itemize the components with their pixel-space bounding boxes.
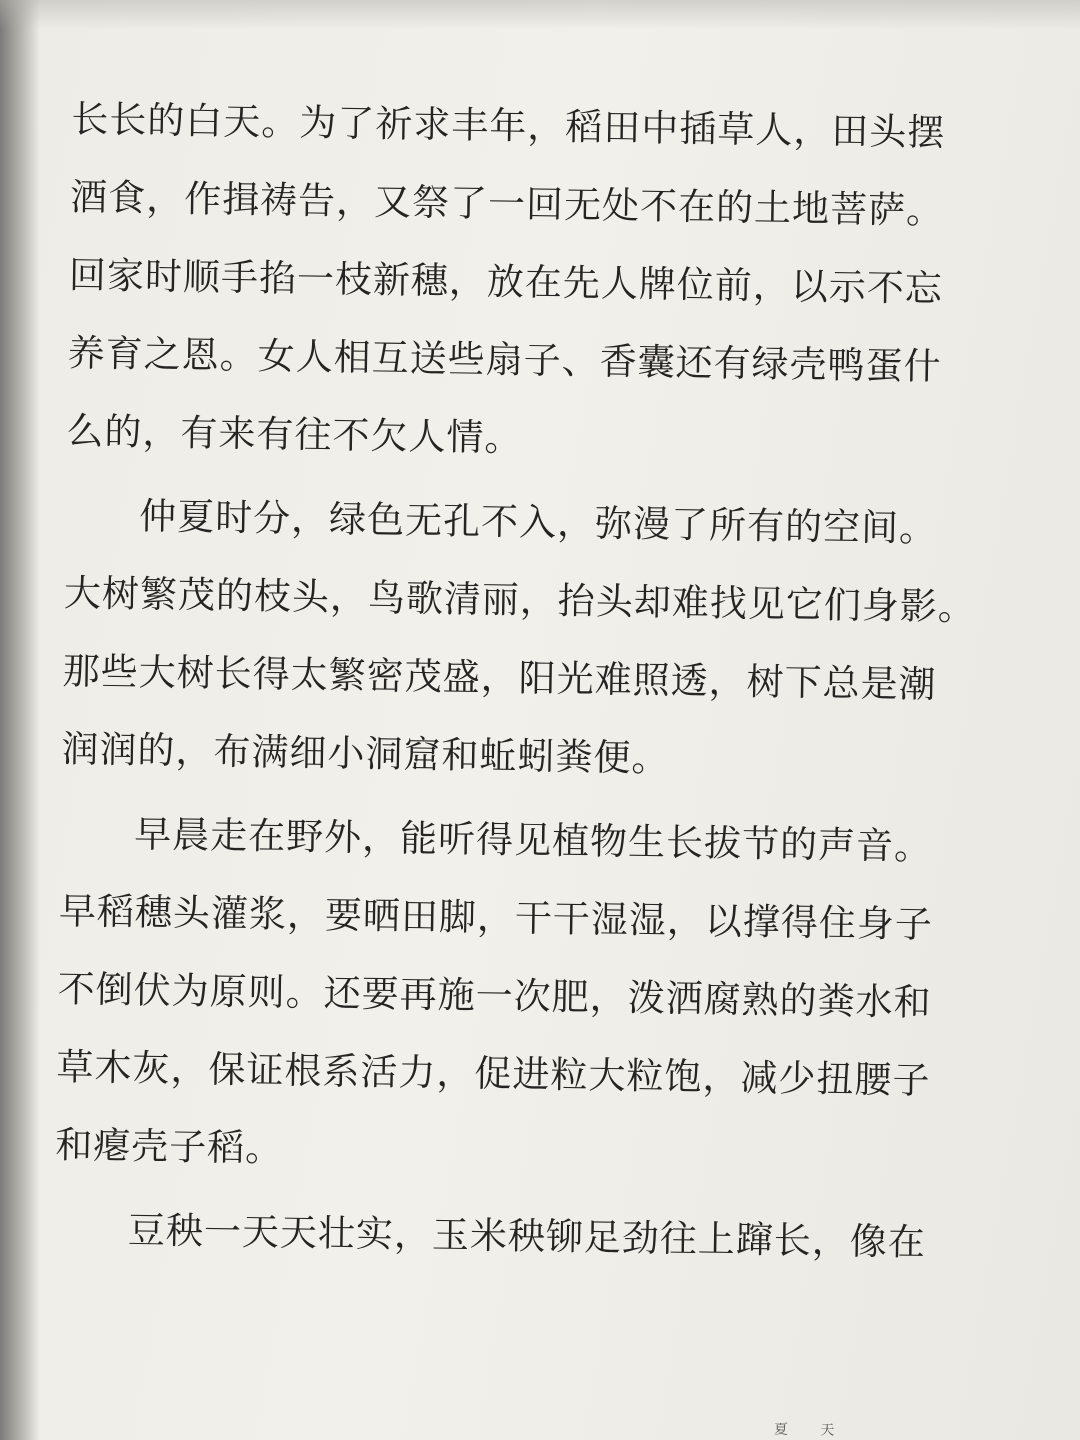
text-line: 酒食，作揖祷告，又祭了一回无处不在的土地菩萨。: [69, 175, 945, 233]
paragraph-2: [61, 477, 977, 803]
text-line: 么的，有来有往不欠人情。: [66, 409, 523, 460]
paragraph-3: [55, 794, 961, 1198]
text-line: 不倒伏为原则。还要再施一次肥，泼洒腐熟的粪水和: [57, 967, 932, 1025]
text-line: 养育之恩。女人相互送些扇子、香囊还有绿壳鸭蛋什: [67, 331, 942, 389]
body-text: [53, 81, 977, 1283]
paragraph-4: [53, 1190, 954, 1282]
text-line: 豆秧一天天壮实，玉米秧铆足劲往上蹿长，像在: [127, 1208, 927, 1265]
text-line: 早晨走在野外，能听得见植物生长拔节的声音。: [133, 812, 933, 869]
text-line: 和瘪壳子稻。: [54, 1123, 284, 1171]
text-line: 仲夏时分，绿色无孔不入，弥漫了所有的空间。: [138, 494, 938, 551]
text-line: 长长的白天。为了祈求丰年，稻田中插草人，田头摆: [71, 97, 946, 155]
text-line: 那些大树长得太繁密茂盛，阳光难照透，树下总是潮: [62, 649, 937, 707]
running-footer: 夏 天: [773, 1421, 849, 1439]
text-line: 草木灰，保证根系活力，促进粒大粒饱，减少扭腰子: [56, 1045, 931, 1103]
text-line: 润润的，布满细小洞窟和蚯蚓粪便。: [61, 727, 670, 781]
paragraph-1: [66, 81, 972, 485]
text-line: 早稻穗头灌浆，要晒田脚，干干湿湿，以撑得住身子: [58, 889, 934, 947]
text-line: 回家时顺手掐一枝新穗，放在先人牌位前，以示不忘: [68, 253, 944, 311]
text-line: 大树繁茂的枝头，鸟歌清丽，抬头却难找见它们身影。: [63, 571, 977, 629]
